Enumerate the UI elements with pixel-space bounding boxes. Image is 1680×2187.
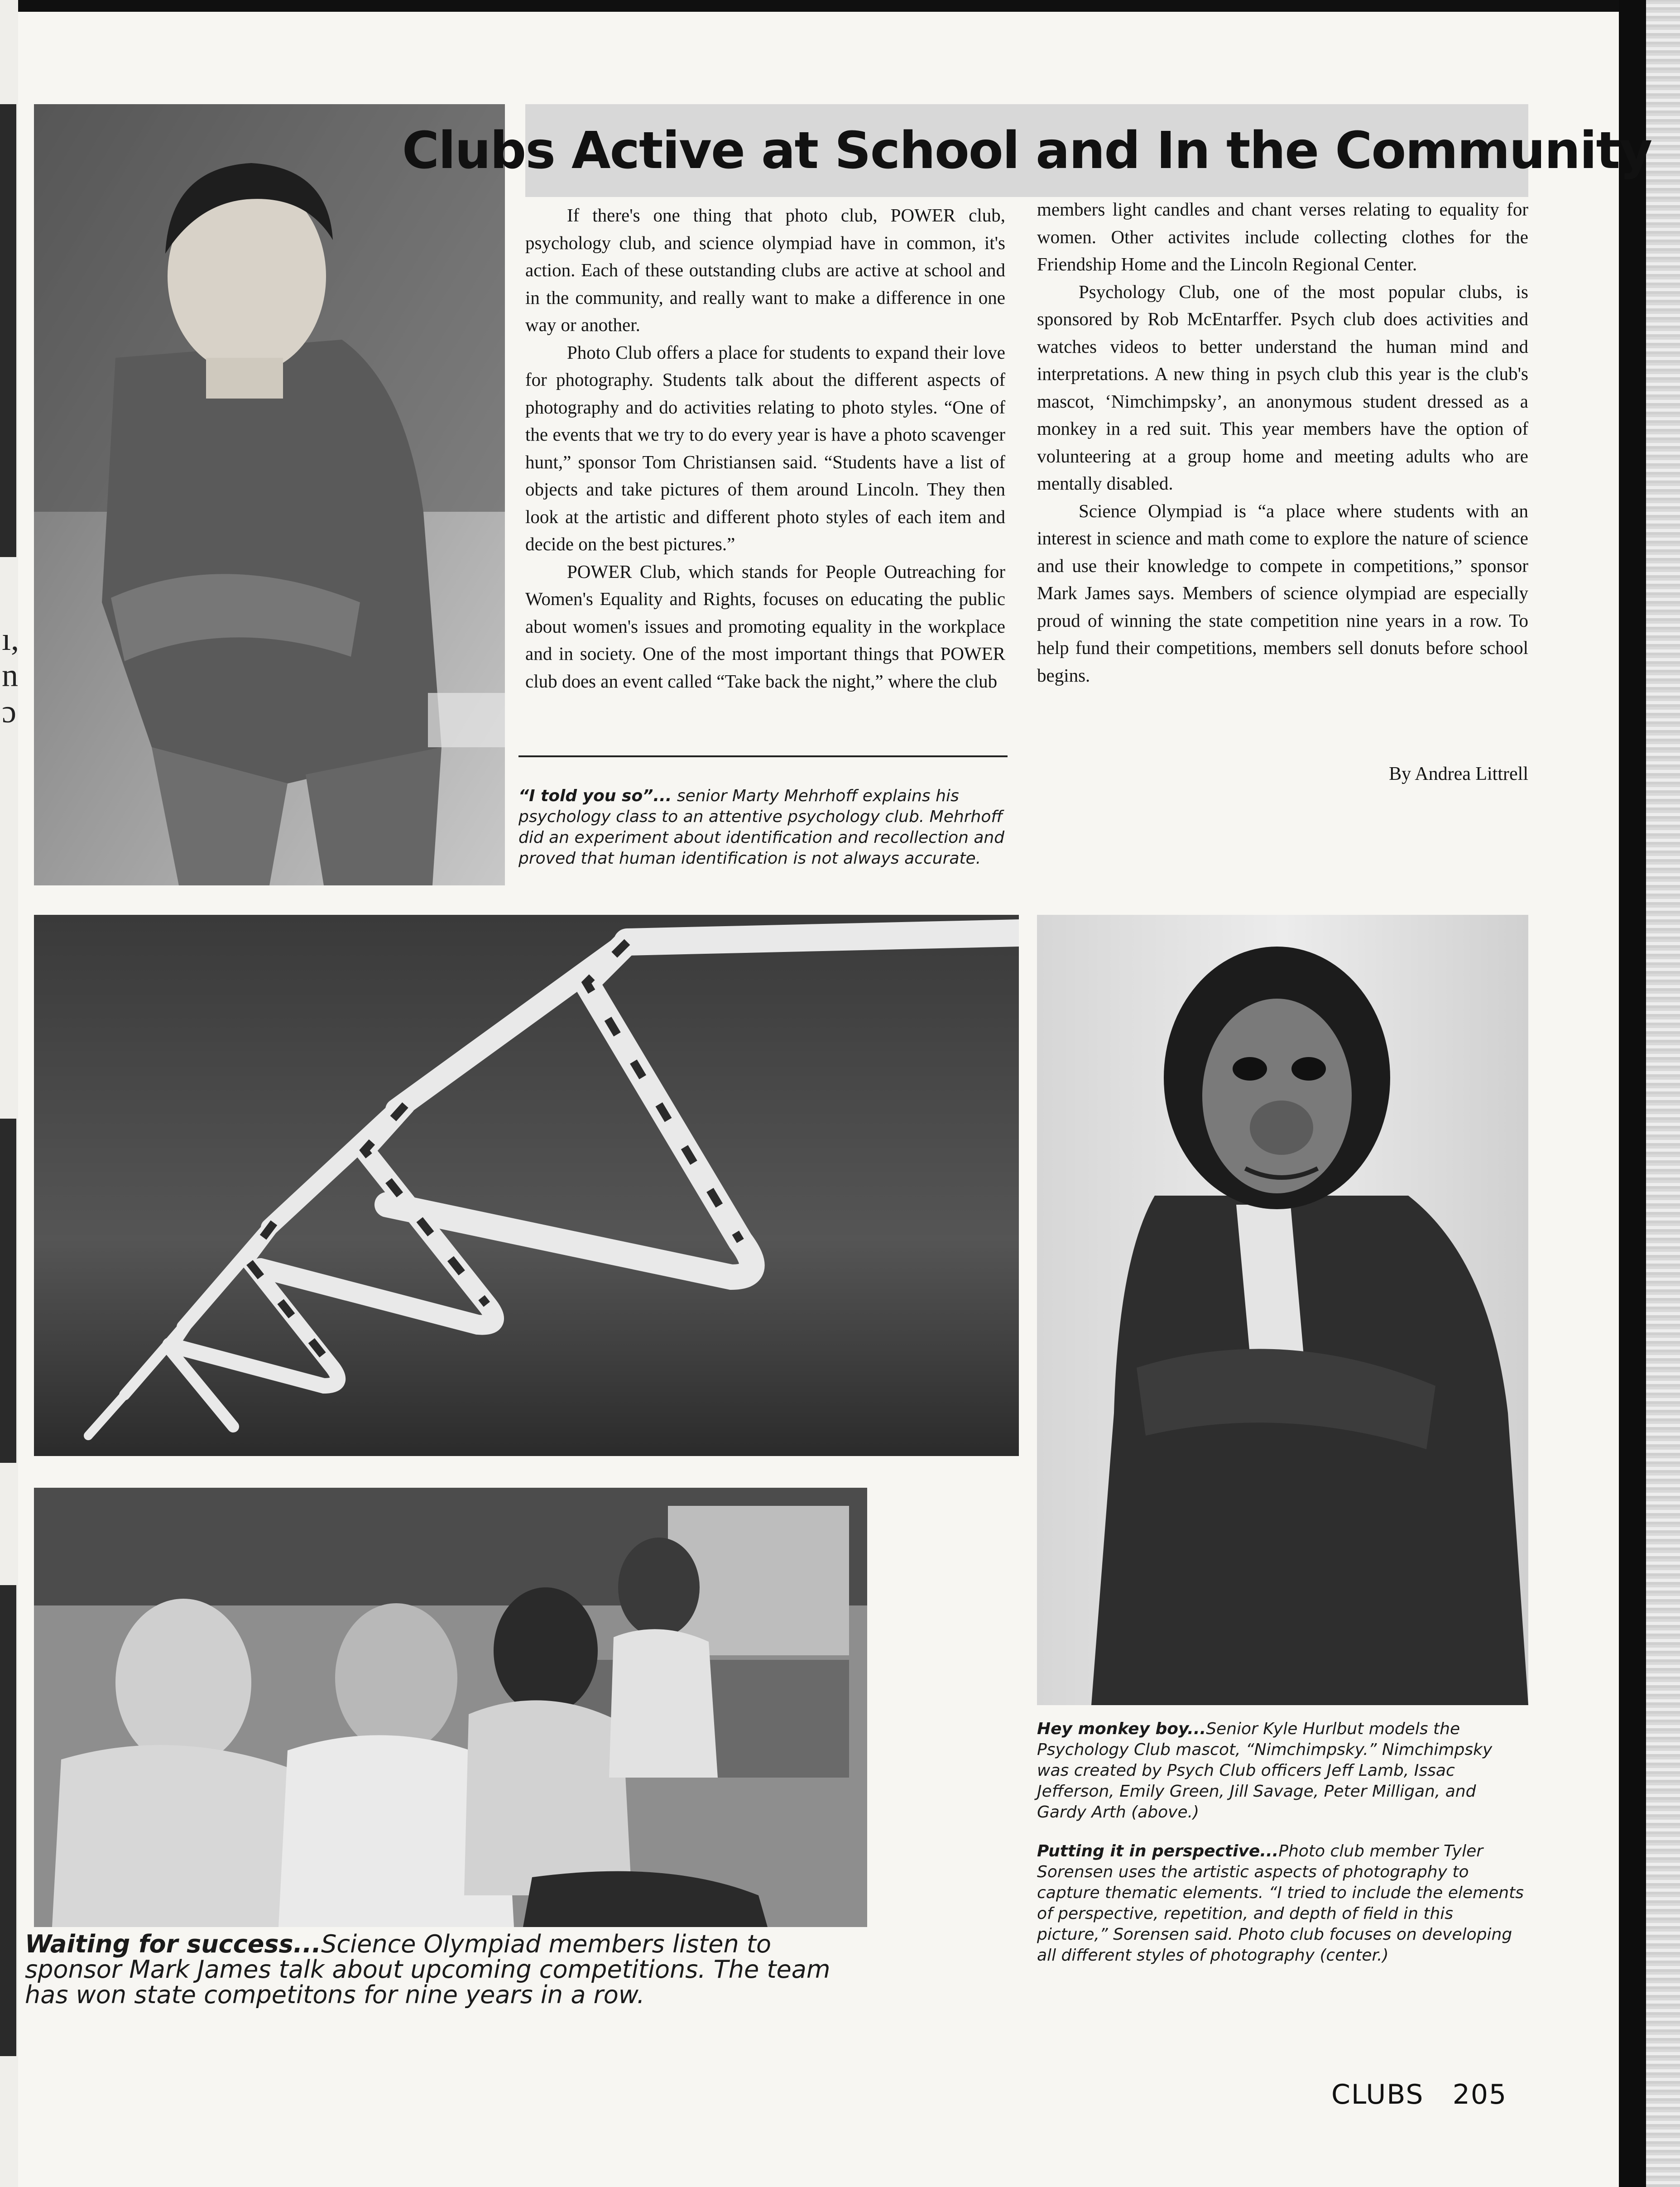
page-edge-texture	[1646, 0, 1680, 2187]
article-left-column	[525, 202, 1005, 695]
previous-page-letter: ı,	[2, 621, 19, 657]
page-title: Clubs Active at School and In the Community	[402, 121, 1652, 180]
headline-band	[402, 104, 1652, 197]
caption-monkey-mascot	[1037, 1719, 1528, 1823]
caption-lead: Hey monkey boy...	[1037, 1720, 1206, 1738]
caption-science-olympiad	[25, 1932, 860, 2008]
caption-lead: Waiting for success...	[25, 1930, 322, 1958]
caption-text: Science Olympiad members listen to sponsor Mark James talk about upcoming competitions. The team has won state competitons for nine years in a row.	[25, 1930, 830, 2009]
caption-text: Senior Kyle Hurlbut models the Psychology Club mascot, “Nimchimpsky.” Nimchimpsky was created by Psych Club officers Jeff Lamb, Issac Jefferson, Emily Green, Jill Savage, Peter Milligan, and Gardy Arth (above.)	[1037, 1720, 1493, 1822]
article-paragraph: If there's one thing that photo club, POWER club, psychology club, and science olympiad have in common, it's action. Each of these outstanding clubs are active at school and in the community, and really want to make a difference in one way or another.	[525, 205, 1005, 335]
caption-rule	[518, 755, 1008, 757]
article-paragraph: members light candles and chant verses relating to equality for women. Other activites include collecting clothes for the Friendship Home and the Lincoln Regional Center.	[1037, 199, 1528, 274]
caption-text: Photo club member Tyler Sorensen uses the artistic aspects of photography to capture thematic elements. “I tried to include the elements of perspective, repetition, and depth of field in this picture,” Sorensen said. Photo club focuses on developing all different styles of photography (center.)	[1037, 1842, 1524, 1965]
previous-page-photo-edge	[0, 104, 16, 557]
byline: By Andrea Littrell	[1389, 764, 1528, 784]
previous-page-photo-edge	[0, 1585, 16, 2056]
page-folio	[1331, 2079, 1507, 2110]
article-paragraph: Photo Club offers a place for students to expand their love for photography. Students talk about the different aspects of photography and do activities relating to photo styles. “One of the events that we try to do every year is have a photo scavenger hunt,” sponsor Tom Christiansen said. “Students have a list of objects and take pictures of them around Lincoln. They then look at the artistic and different photo styles of each item and decide on the best pictures.”	[525, 341, 1005, 554]
caption-student-speaking	[518, 786, 1008, 869]
caption-text: senior Marty Mehrhoff explains his psychology class to an attentive psychology club. Mehrhoff did an experiment about identification and recollection and proved that human identification is not always accurate.	[518, 787, 1005, 868]
caption-lead: Putting it in perspective...	[1037, 1842, 1279, 1860]
photo-monkey-mascot	[1037, 915, 1528, 1705]
article-paragraph: Science Olympiad is “a place where students with an interest in science and math come to explore the nature of science and use their knowledge to compete in competitions,” sponsor Mark James says. Members of science olympiad are especially proud of winning the state competition nine years in a row. To help fund their competitions, members sell donuts before school begins.	[1037, 500, 1528, 686]
photo-student-speaking	[34, 104, 505, 885]
article-paragraph: POWER Club, which stands for People Outreaching for Women's Equality and Rights, focuses on educating the public about women's issues and promoting equality in the workplace and in society. One of the most important things that POWER club does an event called “Take back the night,” where the club	[525, 561, 1005, 692]
caption-monkey-bars	[1037, 1841, 1528, 1966]
previous-page-letter: n	[2, 657, 18, 693]
folio-section: CLUBS	[1331, 2079, 1424, 2110]
photo-monkey-bars-perspective	[34, 915, 1019, 1456]
article-right-column	[1037, 196, 1528, 689]
page-gutter-shadow	[1619, 0, 1646, 2187]
previous-page-photo-edge	[0, 1119, 16, 1463]
previous-page-letter: ɔ	[2, 693, 16, 730]
photo-science-olympiad-meeting	[34, 1488, 867, 1927]
page-top-edge	[0, 0, 1680, 12]
page-number: 205	[1452, 2079, 1507, 2110]
article-paragraph: Psychology Club, one of the most popular clubs, is sponsored by Rob McEntarffer. Psych club does activities and watches videos to better understand the human mind and interpretations. A new thing in psych club this year is the club's mascot, ‘Nimchimpsky’, an anonymous student dressed as a monkey in a red suit. This year members have the option of volunteering at a group home and meeting adults who are mentally disabled.	[1037, 281, 1528, 494]
caption-lead: “I told you so”...	[518, 787, 672, 805]
